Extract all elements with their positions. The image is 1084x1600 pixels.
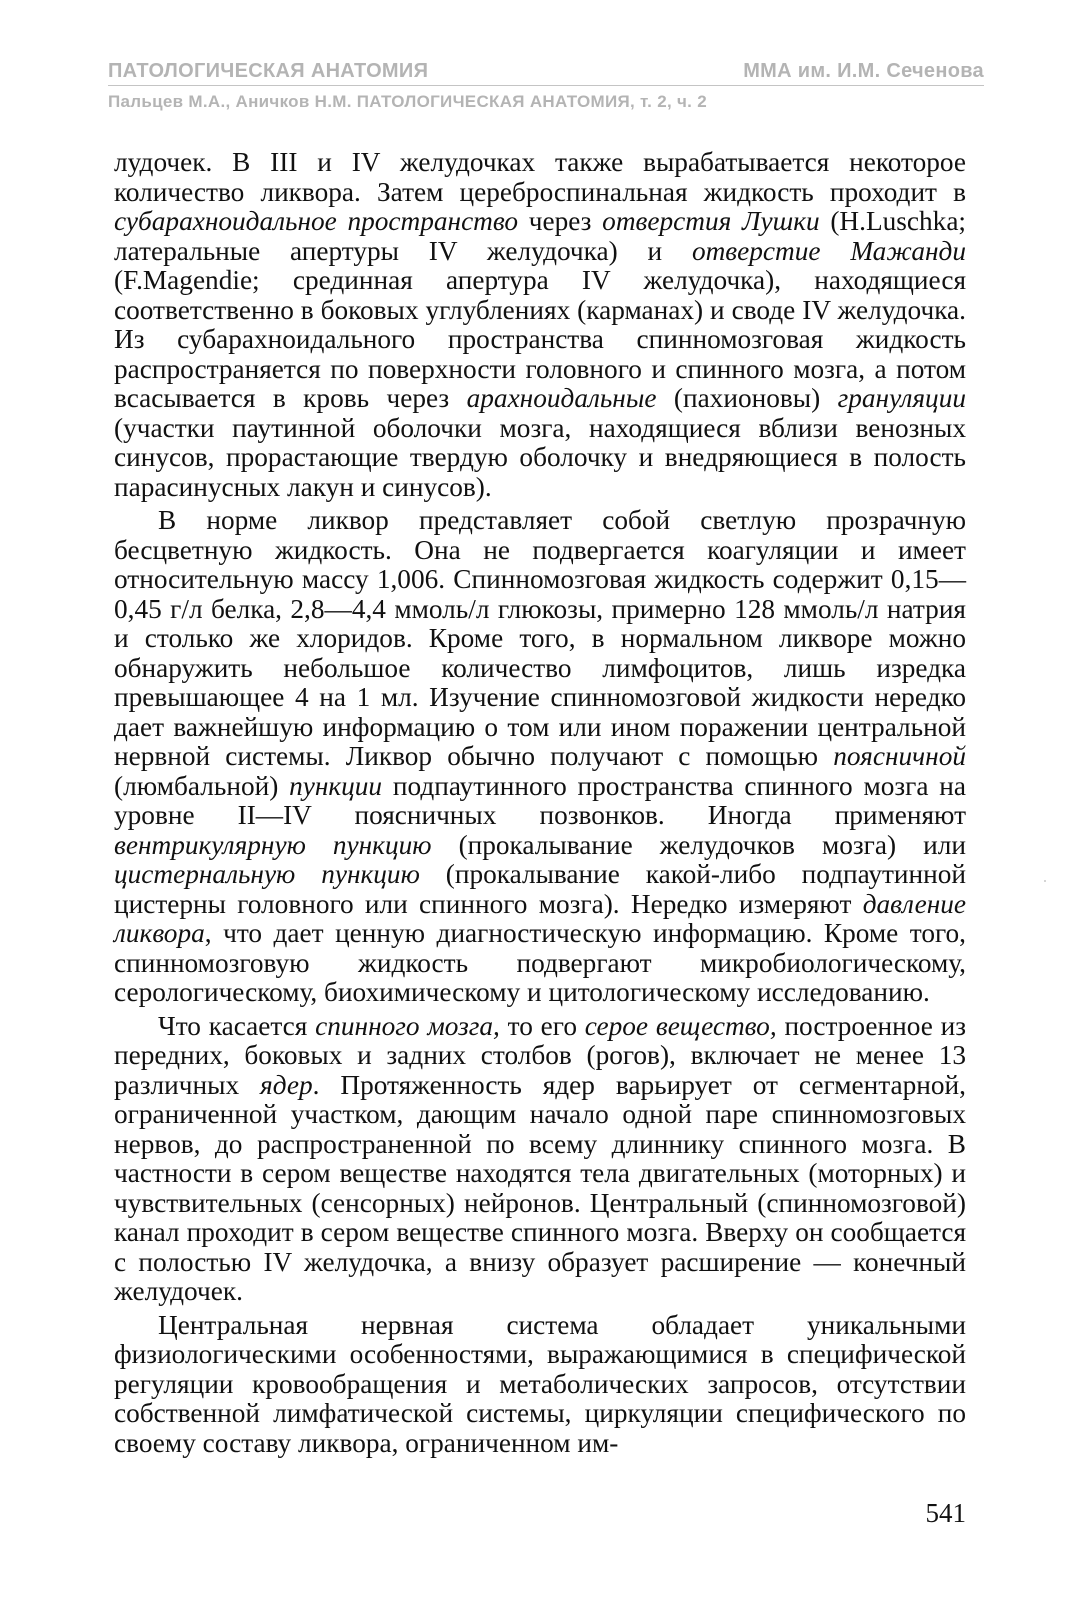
text-run: (H.Luschka; латеральные апертуры IV желудочка) и [114, 206, 967, 266]
text-run: (пахионовы) [656, 383, 838, 413]
italic-term: давление ликвора [114, 888, 966, 948]
book-citation: Пальцев М.А., Аничков Н.М. ПАТОЛОГИЧЕСКАЯ АНАТОМИЯ, т. 2, ч. 2 [108, 92, 707, 111]
text-run: (участки паутинной оболочки мозга, находящиеся вблизи венозных синусов, прорастающие твердую оболочку и внедряющиеся в полость парасинусных лакун и синусов). [114, 412, 966, 502]
paragraph [114, 1311, 966, 1459]
paragraph [114, 148, 966, 502]
italic-term: арахноидальные [466, 383, 657, 413]
italic-term: цистернальную пункцию [114, 859, 420, 889]
italic-term: пункции [289, 770, 383, 801]
text-run: (прокалывание какой-либо подпаутинной цистерны головного или спинного мозга). Нередко измеряют [114, 859, 966, 919]
scan-speck [1044, 880, 1046, 882]
book-title: ПАТОЛОГИЧЕСКАЯ АНАТОМИЯ [108, 60, 429, 82]
italic-term: ядер [260, 1069, 313, 1100]
text-run: через [518, 206, 603, 236]
text-run: , что дает ценную диагностическую информацию. Кроме того, спинномозговую жидкость подвергают микробиологическому, серологическому, биохимическому и цитологическому исследованию. [114, 918, 966, 1007]
italic-term: отверстия Лушки [602, 206, 820, 236]
italic-term: субарахноидальное пространство [114, 206, 519, 236]
text-run: . Протяженность ядер варьирует от сегментарной, ограниченной участком, дающим начало одной паре спинномозговых нервов, до распространенной по всему длиннику спинного мозга. В частности в сером веществе находятся тела двигательных (моторных) и чувствительных (сенсорных) нейронов. Центральный (спинномозговой) канал проходит в сером веществе спинного мозга. Вверху он сообщается с полостью IV желудочка, а внизу образует расширение — конечный желудочек. [114, 1069, 966, 1306]
italic-term: спинного мозга, [315, 1010, 500, 1041]
paragraph [114, 1012, 966, 1307]
institution-name: ММА им. И.М. Сеченова [743, 60, 984, 82]
text-run: (люмбальной) [114, 770, 290, 801]
text-run: В норме ликвор представляет собой светлую прозрачную бесцветную жидкость. Она не подвергается коагуляции и имеет относительную массу 1,006. Спинномозговая жидкость содержит 0,15—0,45 г/л белка, 2,8—4,4 ммоль/л глюкозы, примерно 128 ммоль/л натрия и столько же хлоридов. Кроме того, в нормальном ликворе можно обнаружить небольшое количество лимфоцитов, лишь изредка превышающее 4 на 1 мл. Изучение спинномозговой жидкости нередко дает важнейшую информацию о том или ином поражении центральной нервной системы. Ликвор обычно получают с помощью [114, 505, 966, 771]
italic-term: серое вещество, [584, 1010, 777, 1041]
text-run: Что касается [158, 1010, 316, 1041]
text-run: подпаутинного пространства спинного мозга на уровне II—IV поясничных позвонков. Иногда применяют [114, 770, 966, 830]
italic-term: поясничной [833, 741, 966, 771]
page-number: 541 [925, 1498, 966, 1528]
italic-term: вентрикулярную пункцию [114, 829, 432, 860]
text-run: то его [499, 1010, 585, 1041]
text-run: (прокалывание желудочков мозга) или [431, 829, 966, 860]
header-title-row [108, 58, 984, 84]
text-run: лудочек. В III и IV желудочках также вырабатывается некоторое количество ликвора. Затем цереброспинальная жидкость проходит в [114, 147, 966, 207]
paragraph [114, 506, 966, 1008]
italic-term: грануляции [837, 383, 966, 413]
italic-term: отверстие Мажанди [691, 235, 966, 266]
text-run: Центральная нервная система обладает уникальными физиологическими особенностями, выражающимися в специфической регуляции кровообращения и метаболических запросов, отсутствии собственной лимфатической системы, циркуляции специфического по своему составу ликвора, ограниченном им- [114, 1309, 966, 1458]
text-run: (F.Magendie; срединная апертура IV желудочка), находящиеся соответственно в боковых углублениях (карманах) и своде IV желудочка. Из субарахноидального пространства спинномозговая жидкость распространяется по поверхности головного и спинного мозга, а потом всасывается в кровь через [114, 265, 966, 413]
header-divider [108, 85, 984, 86]
running-header [108, 58, 984, 113]
body-text [114, 148, 966, 1458]
text-run: построенное из передних, боковых и задних столбов (рогов), включает не менее 13 различных [114, 1010, 967, 1100]
